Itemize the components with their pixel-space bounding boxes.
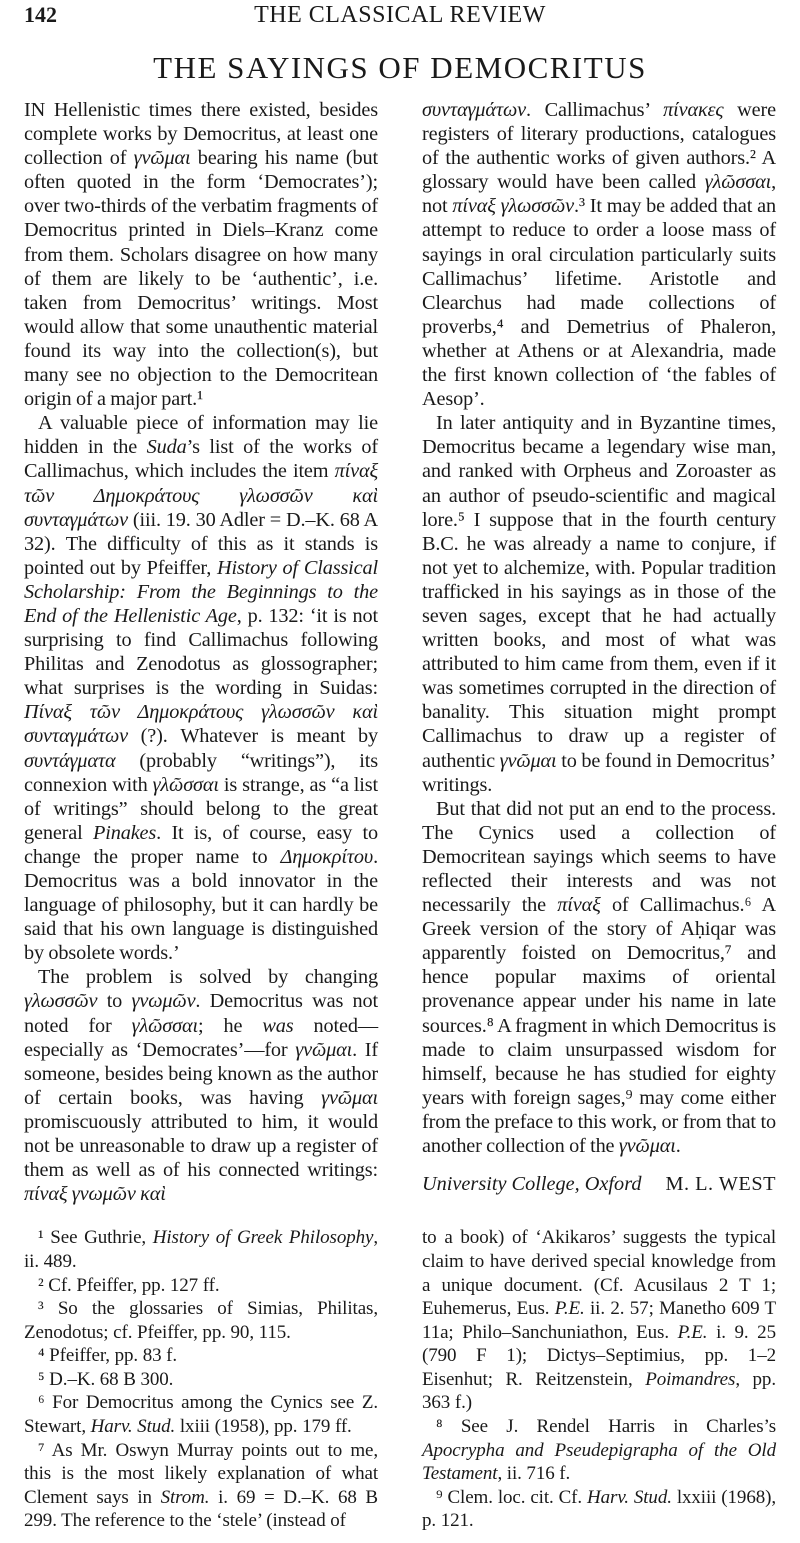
text: to a book) of ‘Akikaros’ suggests the typical claim to have derived special knowledge from a unique document. (Cf. Acusilaus 2 T 1; Euhemerus, Eus. bbox=[422, 1227, 776, 1320]
text: , p. 132: ‘it is not surprising to find Callimachus following Philitas and Zenodotus as glossographer; what surprises is the wording in Suidas: bbox=[24, 604, 378, 700]
italic-text: Suda bbox=[146, 436, 187, 459]
footnote bbox=[24, 1297, 378, 1344]
text: The problem is solved by changing bbox=[38, 966, 378, 989]
italic-text: P.E. bbox=[677, 1321, 708, 1343]
text: (?). Whatever is meant by bbox=[127, 725, 378, 748]
italic-text: γλῶσσαι bbox=[152, 773, 219, 796]
text: . bbox=[675, 1135, 681, 1158]
italic-text: Poimandres bbox=[645, 1368, 736, 1390]
footnote bbox=[24, 1226, 378, 1273]
paragraph bbox=[24, 965, 378, 1206]
italic-text: Strom. bbox=[160, 1486, 210, 1508]
footnotes bbox=[24, 1226, 776, 1533]
author-affiliation: University College, Oxford bbox=[422, 1173, 642, 1196]
text: ; he bbox=[197, 1014, 263, 1037]
text: bearing his name (but often quoted in the form ‘Democrates’); over two-thirds of the verbatim fragments of Democritus printed in Diels–Kranz come from them. Scholars disagree on how many of them are likely to be ‘authentic’, i.e. taken from Democritus’ writings. Most would allow that some unauthentic material found its way into the collection(s), but many see no objection to the Democritean origin of a major part.¹ bbox=[24, 147, 378, 411]
text: ¹ See Guthrie, bbox=[38, 1227, 153, 1249]
text: IN Hellenistic times there existed, besides complete works by Democritus, at least one collection of bbox=[24, 99, 378, 170]
text: , ii. 716 f. bbox=[497, 1463, 571, 1485]
text: promiscuously attributed to him, it would not be unreasonable to draw up a register of them as well as of his connected writings: bbox=[24, 1110, 378, 1182]
right-column bbox=[422, 98, 776, 1158]
text: A valuable piece of information may lie hidden in the bbox=[24, 412, 378, 459]
text: lxiii (1958), pp. 179 ff. bbox=[175, 1416, 352, 1438]
text: , not bbox=[422, 171, 776, 218]
footnote bbox=[24, 1344, 378, 1368]
paragraph bbox=[24, 98, 378, 411]
text: . Democritus was not noted for bbox=[24, 990, 378, 1037]
text: of Callimachus.⁶ A Greek version of the story of Aḥiqar was apparently foisted on Democritus,⁷ and hence popular maxims of oriental provenance appear under his name in late sources.⁸ A fragment in which Democritus is made to claim unsurpassed wisdom for himself, because he has studied for eighty years with foreign sages,⁹ may come either from the preface to this work, or from that to another collection of the bbox=[422, 894, 777, 1158]
italic-text: γλῶσσαι bbox=[704, 171, 772, 194]
journal-title: THE CLASSICAL REVIEW bbox=[254, 2, 546, 28]
italic-text: γλῶσσαι bbox=[131, 1014, 198, 1037]
italic-text: Πίναξ τῶν Δημοκράτους γλωσσῶν καὶ συνταγμάτων bbox=[24, 701, 378, 748]
footnote bbox=[422, 1415, 776, 1486]
italic-text: συνταγμάτων bbox=[422, 99, 526, 121]
italic-text: γνωμῶν bbox=[131, 990, 196, 1013]
text: In later antiquity and in Byzantine times, Democritus became a legendary wise man, and ranked with Orpheus and Zoroaster as an author of pseudo-scientific and magical lore.⁵ I suppose that in the fourth century B.C. he was already a name to conjure, if not yet to alchemize, with. Popular tradition trafficked in his sayings as in those of the seven sages, except that he had actually written books, and most of what was attributed to him came from them, even if it was sometimes corrupted in the direction of banality. This situation might prompt Callimachus to draw up a register of authentic bbox=[422, 412, 776, 772]
italic-text: πίναξ τῶν Δημοκράτους γλωσσῶν καὶ συνταγμάτων bbox=[24, 460, 378, 531]
author-name: M. L. WEST bbox=[665, 1173, 776, 1196]
running-header bbox=[24, 2, 776, 36]
text: . Callimachus’ bbox=[525, 99, 664, 121]
text: to be found in Democritus’ writings. bbox=[422, 749, 776, 796]
text: ⁶ For Democritus among the Cynics see Z. Stewart, bbox=[24, 1392, 378, 1438]
paragraph bbox=[24, 411, 378, 965]
text: ² Cf. Pfeiffer, pp. 127 ff. bbox=[38, 1274, 220, 1296]
italic-text: πίναξ bbox=[557, 894, 601, 917]
text: ⁵ D.–K. 68 B 300. bbox=[38, 1368, 174, 1390]
italic-text: πίναξ γνωμῶν καὶ bbox=[24, 1183, 166, 1206]
italic-text: History of Greek Philosophy bbox=[152, 1227, 374, 1249]
text: ⁹ Clem. loc. cit. Cf. bbox=[436, 1486, 588, 1508]
text: ³ So the glossaries of Simias, Philitas, Zenodotus; cf. Pfeiffer, pp. 90, 115. bbox=[24, 1298, 378, 1343]
text: (probably “writings”), its connexion with bbox=[24, 749, 378, 796]
italic-text: πίναξ γλωσσῶν bbox=[452, 195, 575, 218]
footnote bbox=[24, 1368, 378, 1392]
text: ⁸ See J. Rendel Harris in Charles’s bbox=[436, 1416, 776, 1438]
italic-text: γνῶμαι bbox=[133, 147, 191, 170]
italic-text: γνῶμαι bbox=[618, 1135, 676, 1158]
text: ii. 2. 57; Manetho 609 T 11a; Philo–Sanchuniathon, Eus. bbox=[422, 1298, 777, 1343]
text: .³ It may be added that an attempt to reduce to order a loose mass of sayings in oral circulation particularly suits Callimachus’ lifetime. Aristotle and Clearchus had made collections of proverbs,⁴ and Demetrius of Phaleron, whether at Athens or at Alexandria, made the first known collection of ‘the fables of Aesop’. bbox=[422, 195, 777, 411]
text: is strange, as “a list of writings” should belong to the great general bbox=[24, 773, 378, 844]
text: But that did not put an end to the process. The Cynics used a collection of Democritean sayings which seems to have reflected their interests and was not necessarily the bbox=[422, 797, 776, 917]
text: i. 9. 25 (790 F 1); Dictys–Septimius, pp. 1–2 Eisenhut; R. Reitzenstein, bbox=[422, 1321, 776, 1390]
text: , ii. 489. bbox=[24, 1227, 379, 1272]
text: . It is, of course, easy to change the proper name to bbox=[24, 821, 378, 868]
paragraph bbox=[422, 411, 776, 797]
italic-text: γνῶμαι bbox=[295, 1038, 353, 1061]
page-number: 142 bbox=[24, 2, 57, 27]
italic-text: Pinakes bbox=[93, 821, 157, 844]
italic-text: Harv. Stud. bbox=[90, 1416, 176, 1438]
text: ⁴ Pfeiffer, pp. 83 f. bbox=[38, 1345, 178, 1367]
footnote bbox=[422, 1226, 776, 1415]
text: i. 69 = D.–K. 68 B 299. The reference to the ‘stele’ (instead of bbox=[24, 1486, 378, 1532]
paragraph bbox=[422, 98, 776, 411]
italic-text: πίνακες bbox=[663, 99, 724, 121]
text: noted—especially as ‘Democrates’—for bbox=[24, 1014, 378, 1061]
right-column-wrapper bbox=[422, 98, 776, 1196]
text: lxxiii (1968), p. 121. bbox=[422, 1486, 776, 1532]
text: (iii. 19. 30 Adler = D.–K. 68 A 32). The difficulty of this as it stands is pointed out by Pfeiffer, bbox=[24, 508, 378, 579]
italic-text: γνῶμαι bbox=[499, 749, 557, 772]
article-title: THE SAYINGS OF DEMOCRITUS bbox=[153, 50, 647, 85]
italic-text: Harv. Stud. bbox=[587, 1486, 672, 1508]
signature bbox=[422, 1172, 776, 1196]
italic-text: γλωσσῶν bbox=[24, 990, 98, 1013]
paragraph bbox=[422, 797, 776, 1158]
footnote bbox=[24, 1439, 378, 1533]
text: were registers of literary productions, catalogues of the authentic works of given authors.² A glossary would have been called bbox=[422, 99, 776, 194]
footnote bbox=[24, 1274, 378, 1298]
text: to bbox=[97, 990, 132, 1013]
footnote bbox=[24, 1391, 378, 1438]
footnotes-right bbox=[422, 1226, 776, 1533]
italic-text: P.E. bbox=[554, 1298, 585, 1320]
text: ⁷ As Mr. Oswyn Murray points out to me, this is the most likely explanation of what Clement says in bbox=[24, 1439, 378, 1508]
italic-text: History of Classical Scholarship: From the Beginnings to the End of the Hellenistic Age bbox=[24, 556, 378, 627]
italic-text: was bbox=[262, 1014, 294, 1037]
italic-text: Apocrypha and Pseudepigrapha of the Old Testament bbox=[422, 1439, 776, 1485]
body-columns bbox=[24, 98, 776, 1206]
footnote bbox=[422, 1486, 776, 1533]
italic-text: Δημοκρίτου bbox=[280, 845, 374, 868]
left-column bbox=[24, 98, 378, 1206]
text: . If someone, besides being known as the author of certain books, was having bbox=[24, 1038, 378, 1109]
footnotes-left bbox=[24, 1226, 378, 1533]
italic-text: συντάγματα bbox=[24, 749, 116, 772]
italic-text: γνῶμαι bbox=[321, 1086, 378, 1109]
text: . Democritus was a bold innovator in the language of philosophy, but it can hardly be said that his own language is distinguished by obsolete words.’ bbox=[24, 845, 378, 965]
text: ’s list of the works of Callimachus, which includes the item bbox=[24, 436, 378, 483]
text: , pp. 363 f.) bbox=[422, 1368, 776, 1414]
